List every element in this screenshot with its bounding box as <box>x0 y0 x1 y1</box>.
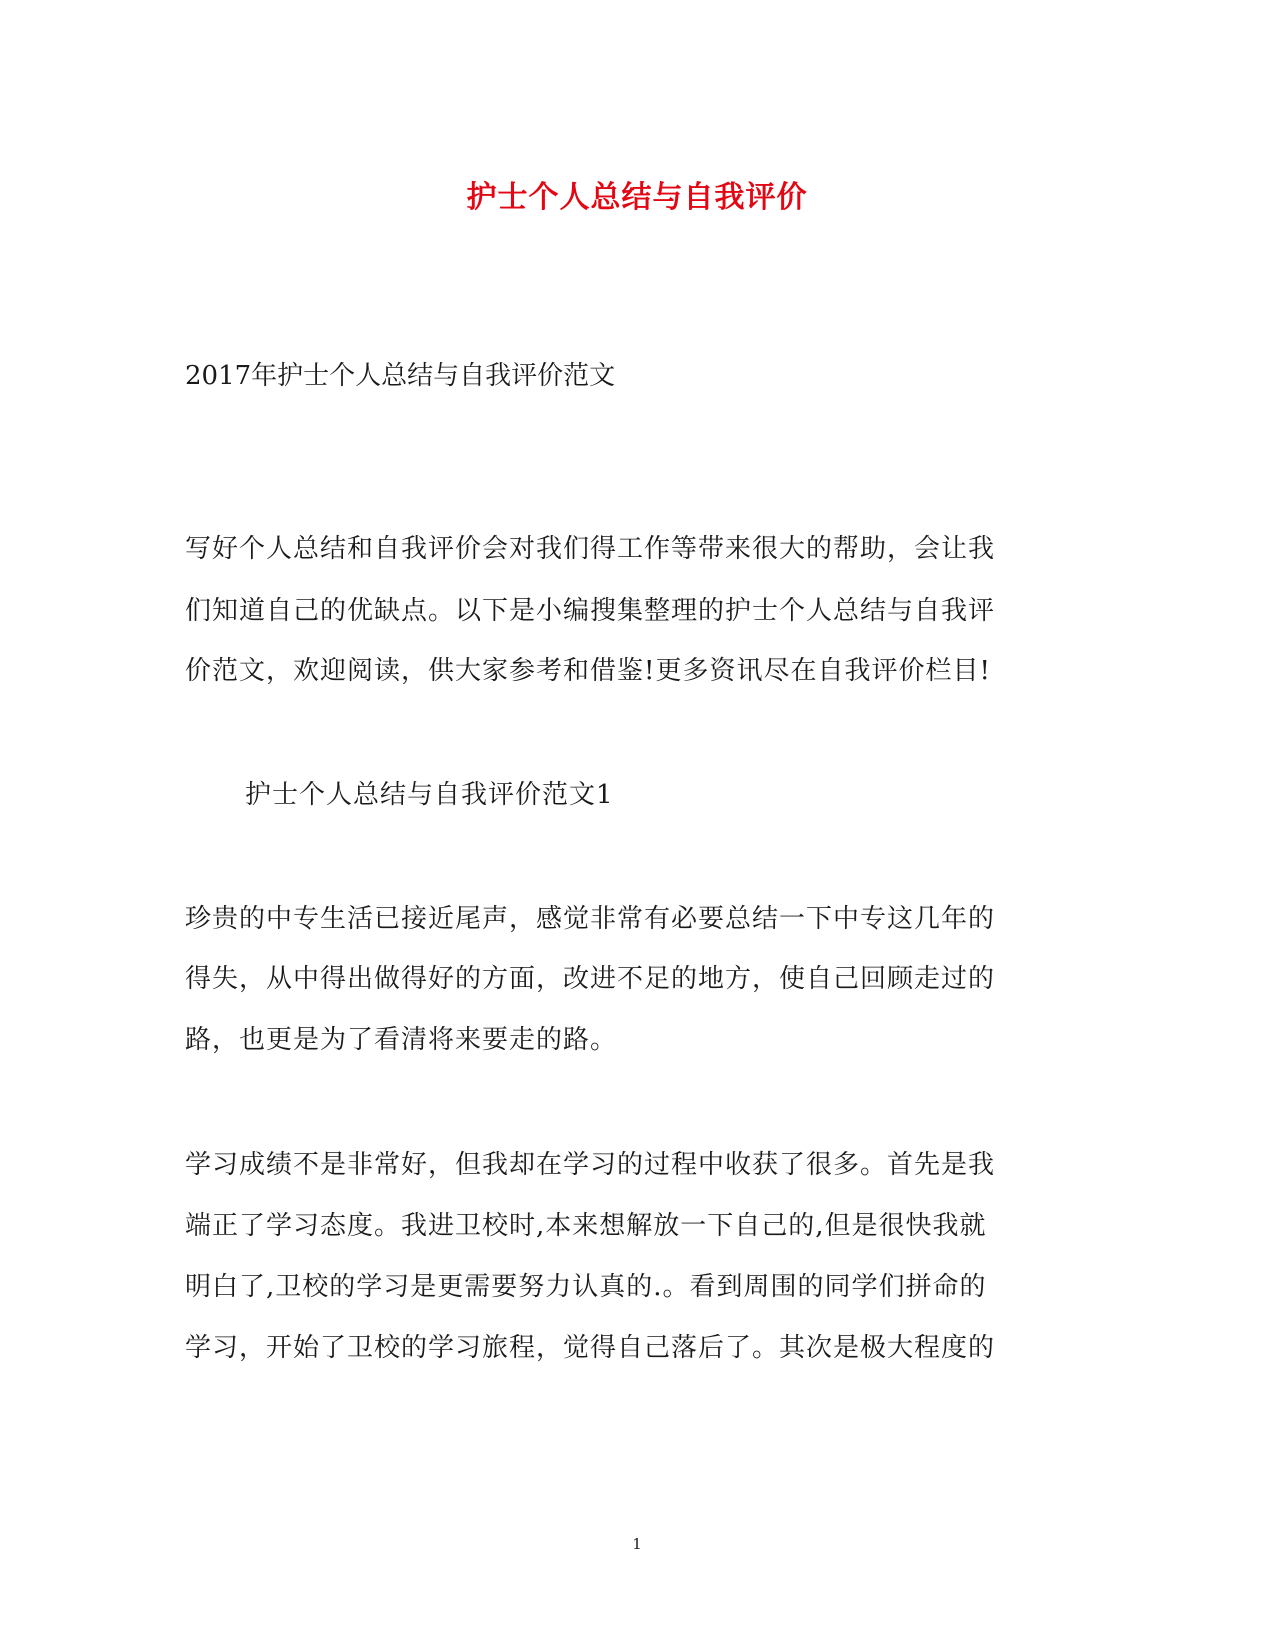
paragraph-line: 明白了,卫校的学习是更需要努力认真的.。看到周围的同学们拼命的 <box>185 1272 987 1302</box>
section-heading: 护士个人总结与自我评价范文1 <box>245 780 614 810</box>
paragraph-line: 得失，从中得出做得好的方面，改进不足的地方，使自己回顾走过的 <box>185 964 996 994</box>
paragraph-line: 学习成绩不是非常好，但我却在学习的过程中收获了很多。首先是我 <box>185 1150 996 1180</box>
intro-line: 写好个人总结和自我评价会对我们得工作等带来很大的帮助，会让我 <box>185 534 996 564</box>
document-title: 护士个人总结与自我评价 <box>466 180 808 215</box>
paragraph-line: 珍贵的中专生活已接近尾声，感觉非常有必要总结一下中专这几年的 <box>185 904 996 934</box>
intro-line: 价范文，欢迎阅读，供大家参考和借鉴!更多资讯尽在自我评价栏目! <box>185 656 991 686</box>
paragraph-line: 路，也更是为了看清将来要走的路。 <box>185 1025 618 1055</box>
paragraph-line: 端正了学习态度。我进卫校时,本来想解放一下自己的,但是很快我就 <box>185 1211 987 1241</box>
document-subtitle: 2017年护士个人总结与自我评价范文 <box>185 361 616 391</box>
page-number: 1 <box>632 1535 642 1553</box>
intro-line: 们知道自己的优缺点。以下是小编搜集整理的护士个人总结与自我评 <box>185 596 996 626</box>
paragraph-line: 学习，开始了卫校的学习旅程，觉得自己落后了。其次是极大程度的 <box>185 1333 996 1363</box>
